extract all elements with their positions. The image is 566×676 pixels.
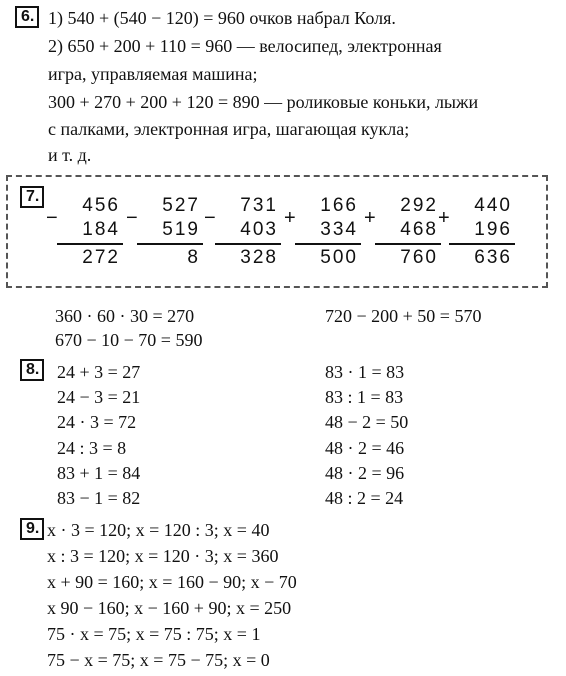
column-top-number: 456 [82,195,120,216]
task-9-line-1: x · 3 = 120; x = 120 : 3; x = 40 [47,520,270,540]
column-bar [137,243,203,245]
task-6-line-6: и т. д. [48,145,92,165]
task-6-number: 6. [15,6,39,28]
operation-sign: + [438,207,452,229]
column-top-number: 527 [162,195,200,216]
column-result: 272 [82,247,120,268]
task-7-number: 7. [20,186,44,208]
column-bar [295,243,361,245]
column-result: 500 [320,247,358,268]
task-6-line-4: 300 + 270 + 200 + 120 = 890 — роликовые коньки, лыжи [48,92,479,112]
column-result: 636 [474,247,512,268]
operation-sign: − [126,207,140,229]
column-bottom-number: 403 [240,219,278,240]
column-bar [449,243,515,245]
task-8-left-6: 83 − 1 = 82 [57,488,141,508]
task-6-line-1: 1) 540 + (540 − 120) = 960 очков набрал Коля. [48,8,396,28]
task-8-right-2: 83 : 1 = 83 [325,387,404,407]
task-8-right-6: 48 : 2 = 24 [325,488,404,508]
column-result: 8 [187,247,200,268]
task-7-extra-left-2: 670 − 10 − 70 = 590 [55,330,203,350]
task-7-extra-left-1: 360 · 60 · 30 = 270 [55,306,195,326]
column-bottom-number: 196 [474,219,512,240]
task-9-line-4: x 90 − 160; x − 160 + 90; x = 250 [47,598,292,618]
task-8-number: 8. [20,359,44,381]
operation-sign: − [46,207,60,229]
task-6-line-2: 2) 650 + 200 + 110 = 960 — велосипед, электронная [48,36,442,56]
column-bar [57,243,123,245]
operation-sign: + [364,207,378,229]
column-bottom-number: 184 [82,219,120,240]
column-bar [215,243,281,245]
task-8-left-3: 24 · 3 = 72 [57,412,137,432]
column-bottom-number: 519 [162,219,200,240]
column-bottom-number: 334 [320,219,358,240]
column-result: 328 [240,247,278,268]
task-6-line-5: с палками, электронная игра, шагающая кукла; [48,119,410,139]
task-8-right-5: 48 · 2 = 96 [325,463,405,483]
task-8-right-1: 83 · 1 = 83 [325,362,405,382]
column-result: 760 [400,247,438,268]
task-9-line-3: x + 90 = 160; x = 160 − 90; x − 70 [47,572,297,592]
column-top-number: 440 [474,195,512,216]
column-top-number: 731 [240,195,278,216]
task-7-extra-right-1: 720 − 200 + 50 = 570 [325,306,482,326]
task-9-number: 9. [20,518,44,540]
task-9-line-5: 75 · x = 75; x = 75 : 75; x = 1 [47,624,261,644]
column-bar [375,243,441,245]
task-9-line-2: x : 3 = 120; x = 120 · 3; x = 360 [47,546,279,566]
task-8-left-1: 24 + 3 = 27 [57,362,141,382]
task-8-left-4: 24 : 3 = 8 [57,438,127,458]
task-8-left-2: 24 − 3 = 21 [57,387,141,407]
task-6-line-3: игра, управляемая машина; [48,64,258,84]
column-bottom-number: 468 [400,219,438,240]
task-8-right-4: 48 · 2 = 46 [325,438,405,458]
task-8-right-3: 48 − 2 = 50 [325,412,409,432]
task-8-left-5: 83 + 1 = 84 [57,463,141,483]
column-top-number: 292 [400,195,438,216]
column-top-number: 166 [320,195,358,216]
task-9-line-6: 75 − x = 75; x = 75 − 75; x = 0 [47,650,270,670]
operation-sign: − [204,207,218,229]
operation-sign: + [284,207,298,229]
